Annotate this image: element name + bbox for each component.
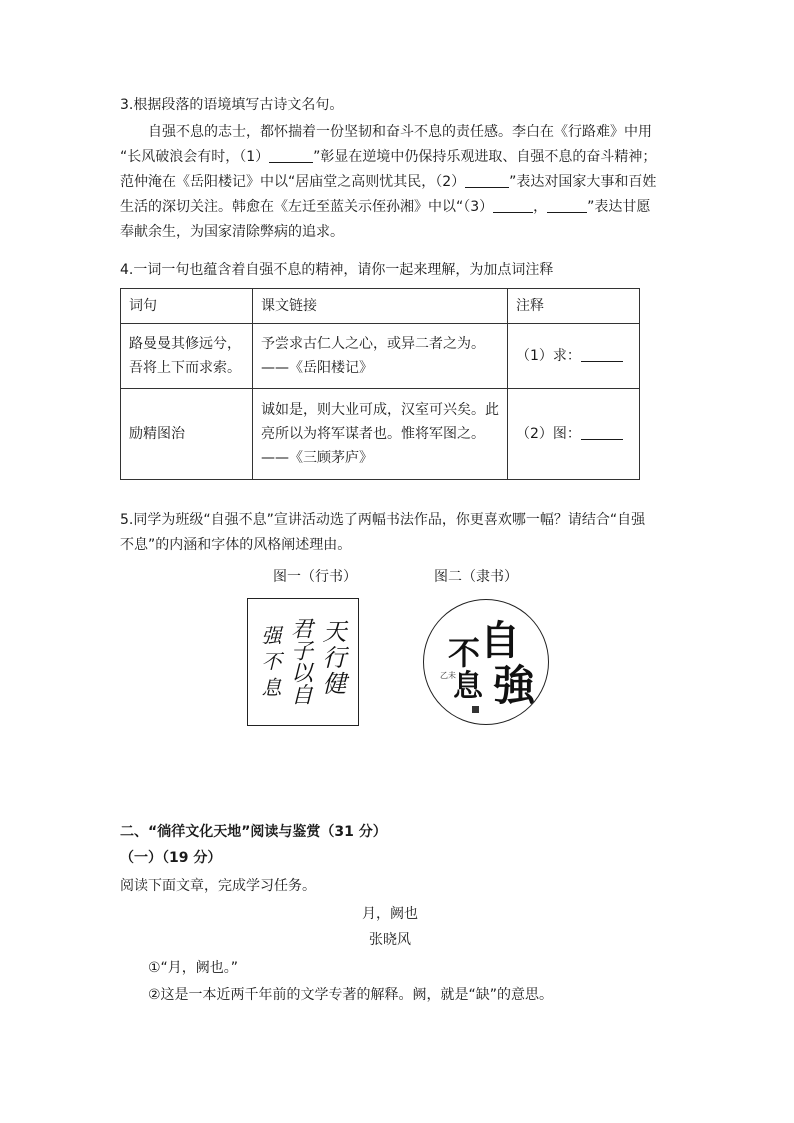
fig2-char-xi: 息 [453,669,483,704]
q3-line-1: 自强不息的志士，都怀揣着一份坚韧和奋斗不息的责任感。李白在《行路难》中用 [148,124,652,140]
fig2-char-bu: 不 [447,634,481,672]
fig2-char-zi: 自 [480,617,520,664]
table-header-row [121,289,640,324]
gloss-table [120,288,640,480]
fig1-column-1: 天行健 [318,619,346,697]
header-link: 课文链接 [253,289,508,324]
header-phrase: 词句 [121,289,253,324]
calligraphy-xingshu [247,598,359,726]
q5-title: 5.同学为班级“自强不息”宣讲活动选了两幅书法作品，你更喜欢哪一幅？请结合“自强 不息”的内涵和字体的风格阐述理由。 [120,512,646,553]
fig2-char-qiang: 強 [492,661,536,710]
article-author: 张晓风 [369,932,411,948]
note-cell: （1）求： [508,324,640,389]
link-cell: 予尝求古仁人之心，或异二者之为。 ——《岳阳楼记》 [253,324,508,389]
fig1-caption: 图一（行书） [273,569,357,585]
table-row [121,389,640,480]
phrase-cell: 路曼曼其修远兮， 吾将上下而求索。 [121,324,253,389]
q3-line-2: “长风破浪会有时，（1） ”彰显在逆境中仍保持乐观进取、自强不息的奋斗精神； [120,149,657,165]
note-blank-2[interactable] [581,425,623,440]
section2-instruction: 阅读下面文章，完成学习任务。 [120,878,316,894]
q3-line-4: 生活的深切关注。韩愈在《左迁至蓝关示侄孙湘》中以“（3） ， ”表达甘愿 [120,199,651,215]
article-paragraph-1: ①“月，阙也。” [148,960,239,976]
q3-blank-3a[interactable] [493,198,533,213]
article-paragraph-2: ②这是一本近两千年前的文学专著的解释。阙，就是“缺”的意思。 [148,987,554,1003]
fig2-caption: 图二（隶书） [434,569,518,585]
note-cell: （2）图： [508,389,640,480]
phrase-cell: 励精图治 [121,389,253,480]
calligraphy-lishu [423,599,549,725]
q3-line-5: 奉献余生，为国家清除弊病的追求。 [120,224,344,240]
q3-title: 3.根据段落的语境填写古诗文名句。 [120,97,344,113]
header-note: 注释 [508,289,640,324]
section2-heading: 二、“徜徉文化天地”阅读与鉴赏（31 分） [120,824,387,840]
q3-blank-1[interactable] [269,148,313,163]
q3-passage [120,120,680,245]
q4-title: 4.一词一句也蕴含着自强不息的精神，请你一起来理解，为加点词注释 [120,262,554,278]
fig1-column-2: 君子以自 [287,617,313,705]
fig2-signature: 乙未 [440,671,456,680]
table-row [121,324,640,389]
fig1-column-3: 强不息 [258,625,282,703]
fig2-seal [472,706,479,713]
q3-blank-2[interactable] [465,173,509,188]
note-blank-1[interactable] [581,347,623,362]
link-cell: 诚如是，则大业可成，汉室可兴矣。此 亮所以为将军谋者也。惟将军图之。 ——《三顾茅庐》 [253,389,508,480]
xingshu-artwork [248,599,358,725]
article-title: 月，阙也 [362,906,418,922]
section2-subheading: （一）（19 分） [120,850,222,866]
q3-line-3: 范仲淹在《岳阳楼记》中以“居庙堂之高则忧其民，（2） ”表达对国家大事和百姓 [120,174,657,190]
q3-blank-3b[interactable] [547,198,587,213]
lishu-artwork [424,600,548,724]
